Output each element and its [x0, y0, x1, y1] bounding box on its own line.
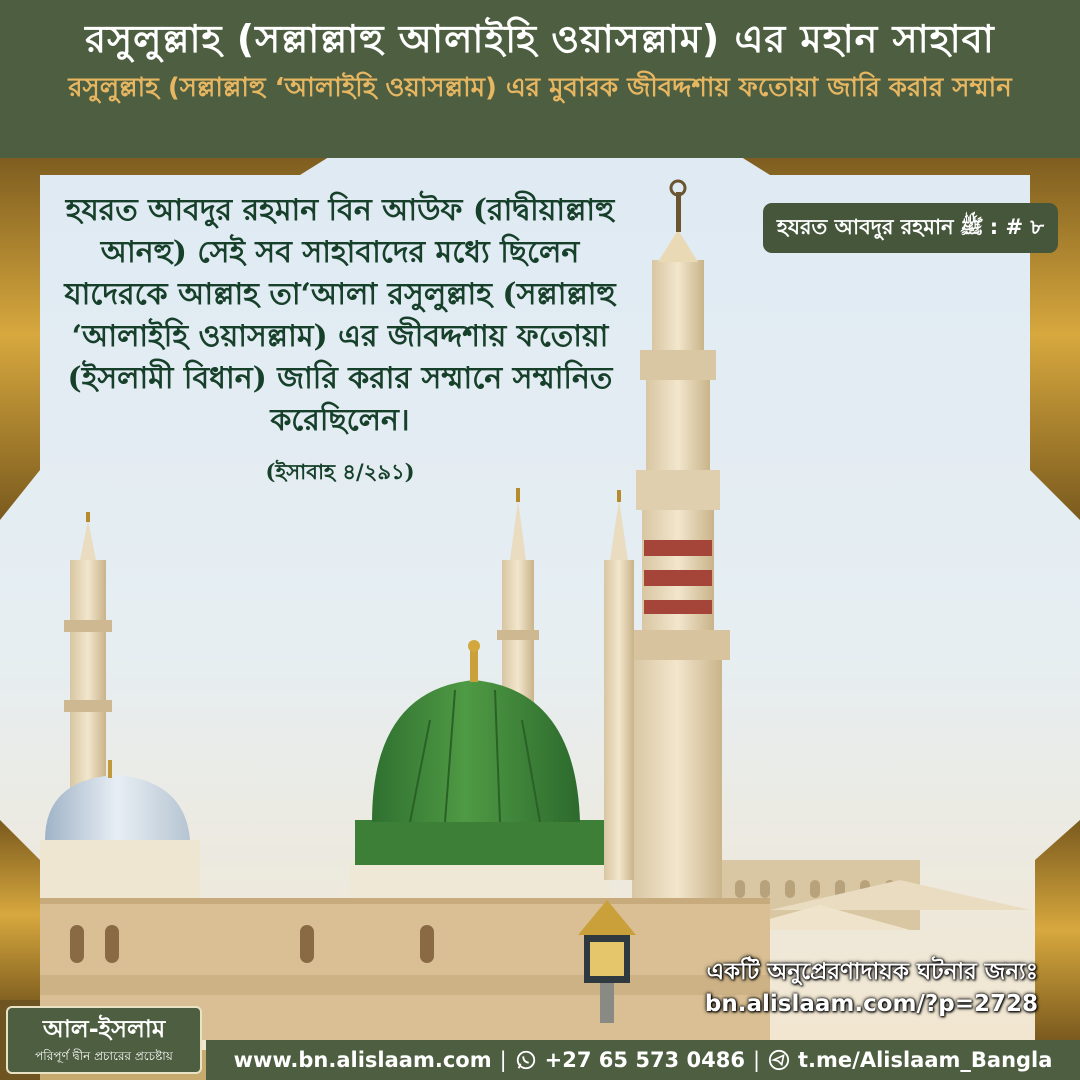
brand-name: আল-ইসলাম	[42, 1015, 166, 1043]
phone-number[interactable]: +27 65 573 0486	[544, 1048, 745, 1072]
brand-logo-box	[6, 1006, 202, 1074]
page-subtitle: রসুলুল্লাহ (সল্লাল্লাহু ‘আলাইহি ওয়াসল্লাম) এর মুবারক জীবদ্দশায় ফতোয়া জারি করার সম্মান	[68, 73, 1012, 103]
quote-block	[55, 190, 625, 491]
quote-reference: (ইসাবাহ ৪/২৯১)	[265, 459, 415, 484]
series-badge	[763, 203, 1058, 253]
divider: |	[752, 1048, 761, 1072]
telegram-icon	[768, 1049, 790, 1071]
header-band	[0, 0, 1080, 158]
promo-text: একটি অনুপ্রেরণাদায়ক ঘটনার জন্যঃ	[706, 959, 1038, 985]
website-link[interactable]: www.bn.alislaam.com	[233, 1048, 492, 1072]
honorific-calligraphy: ﷺ	[959, 213, 984, 238]
whatsapp-icon	[515, 1049, 537, 1071]
footer-bar	[206, 1040, 1080, 1080]
brand-tagline: পরিপূর্ণ দ্বীন প্রচারের প্রচেষ্টায়	[35, 1049, 173, 1063]
page-title: রসুলুল্লাহ (সল্লাল্লাহু আলাইহি ওয়াসল্লাম) এর মহান সাহাবা	[85, 17, 995, 61]
promo-link[interactable]: bn.alislaam.com/?p=2728	[704, 991, 1038, 1017]
badge-number: : # ৮	[989, 214, 1044, 239]
quote-text: হযরত আবদুর রহমান বিন আউফ (রাদ্বীয়াল্লাহু আনহু) সেই সব সাহাবাদের মধ্যে ছিলেন যাদেরকে আল্লাহ তা‘আলা রসুলুল্লাহ (সল্লাল্লাহু ‘আলাইহি ওয়াসল্লাম) এর জীবদ্দশায় ফতোয়া (ইসলামী বিধান) জারি করার সম্মানে সম্মানিত করেছিলেন।	[64, 193, 616, 438]
divider: |	[499, 1048, 507, 1072]
badge-label: হযরত আবদুর রহমান	[776, 214, 954, 239]
promo-caption	[705, 956, 1038, 1020]
telegram-link[interactable]: t.me/Alislaam_Bangla	[798, 1048, 1053, 1072]
